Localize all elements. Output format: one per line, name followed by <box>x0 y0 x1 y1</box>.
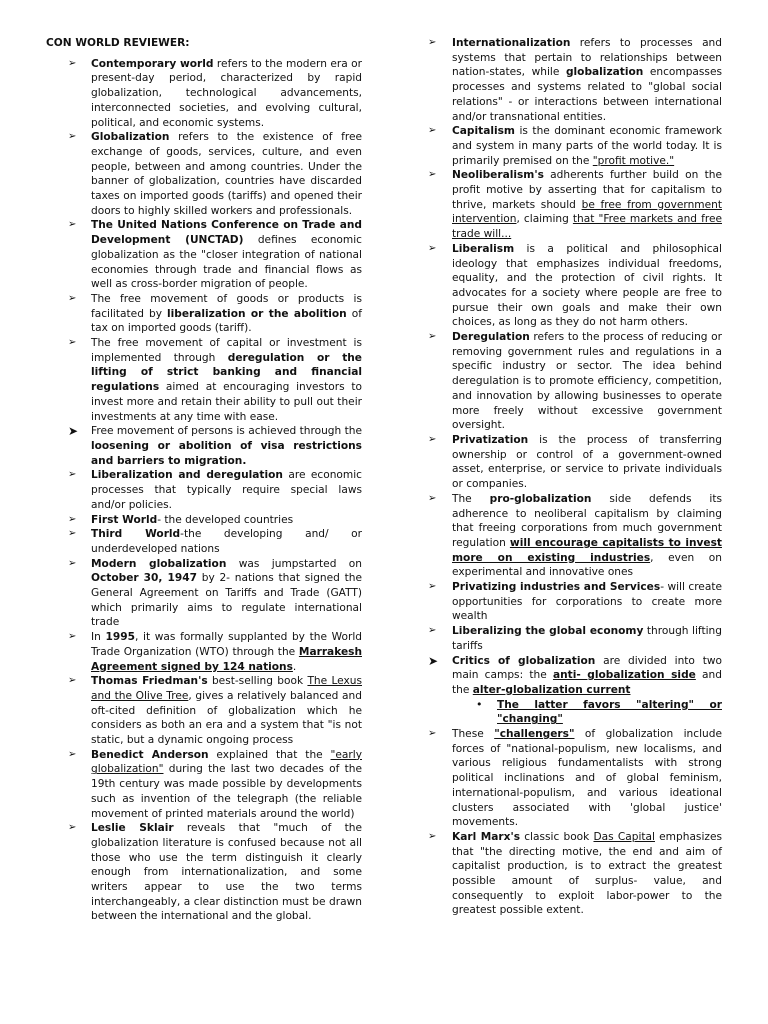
text: refers to processes and systems that pertain to relationships between nation-states, while <box>452 37 722 79</box>
bullet-text <box>452 655 722 696</box>
text: through lifting tariffs <box>452 625 722 652</box>
bullet-text <box>91 631 362 672</box>
bold-text: The United Nations Conference on Trade and Development (UNCTAD) <box>91 219 362 247</box>
text: Free movement of persons is achieved through the <box>91 425 362 438</box>
arrow-bullet-icon: ➢ <box>428 492 437 504</box>
underlined-text: "early globalization" <box>91 748 362 776</box>
text: - the developed countries <box>157 513 294 526</box>
right-bullet-item <box>426 830 722 918</box>
right-bullet-item <box>426 624 722 653</box>
bold-text: Globalization <box>91 131 170 144</box>
arrow-bullet-icon: ➢ <box>428 830 437 842</box>
text: , gives a relatively balanced and oft-cited definition of globalization which he considers as both an era and a system that "is not static, but a dynamic ongoing process <box>91 689 362 747</box>
underlined-text: that "Free markets and free trade will... <box>452 213 722 241</box>
bold-text: loosening or abolition of visa restrictions and barriers to migration. <box>91 439 362 467</box>
bullet-text <box>91 822 362 922</box>
bold-text: Leslie Sklair <box>91 822 174 835</box>
text: The <box>452 492 490 505</box>
bullet-text <box>91 425 362 466</box>
text: aimed at encouraging investors to invest more and retain their ability to pull out their investments at any time with ease. <box>91 381 362 423</box>
bullet-text <box>91 337 362 423</box>
left-bullet-item <box>46 336 362 424</box>
arrow-bullet-icon: ➤ <box>428 653 439 668</box>
text: refers to the process of reducing or removing government rules and regulations in a specific industry or sector. The idea behind deregulation is to promote efficiency, competition, and innovation by allowing businesses to operate more freely without excessive government oversight. <box>452 331 722 432</box>
arrow-bullet-icon: ➢ <box>68 513 77 525</box>
bold-text: Neoliberalism's <box>452 169 544 182</box>
arrow-bullet-icon: ➢ <box>428 331 437 343</box>
bold-underlined-text: The latter favors "altering" or "changing" <box>497 698 722 726</box>
text: during the last two decades of the 19th century was made possible by developments such as invention of the telegraph (the reliable movement of printed materials around the world) <box>91 763 362 820</box>
arrow-bullet-icon: ➢ <box>428 169 437 181</box>
text: encompasses processes and systems related to "global social relations" - or interactions between international and/or transnational entities. <box>452 66 722 123</box>
arrow-bullet-icon: ➢ <box>68 292 77 304</box>
text: The free movement of capital or investment is implemented through <box>91 337 362 364</box>
bullet-text <box>91 293 362 334</box>
left-bullet-item <box>46 424 362 468</box>
left-bullet-item <box>46 821 362 924</box>
text: side defends its adherence to neoliberal capitalism by claiming that freeing corporations from much government regulation <box>452 492 722 549</box>
arrow-bullet-icon: ➢ <box>68 337 77 349</box>
right-bullet-item <box>426 654 722 728</box>
bullet-text <box>452 728 722 828</box>
right-bullet-item <box>426 36 722 124</box>
text: emphasizes that "the directing motive, the end and aim of capitalist production, is to extract the greatest possible amount of surplus- value, and consequently to exploit labor-power to the greatest possible extent. <box>452 830 722 917</box>
right-bullet-item <box>426 433 722 492</box>
bold-text: First World <box>91 513 158 526</box>
bold-text: Third World <box>91 528 181 541</box>
underlined-text: be free from government intervention <box>452 198 723 226</box>
arrow-bullet-icon: ➢ <box>68 748 77 760</box>
bold-underlined-text: will encourage capitalists to invest more on existing industries <box>452 536 722 564</box>
right-bullet-item <box>426 580 722 624</box>
left-bullet-item <box>46 513 362 528</box>
arrow-bullet-icon: ➢ <box>68 822 77 834</box>
left-bullet-item <box>46 57 362 131</box>
text: and the <box>452 669 722 696</box>
sub-bullet-item <box>452 698 722 727</box>
underlined-text: "profit motive." <box>592 154 675 167</box>
bullet-text <box>91 131 362 217</box>
arrow-bullet-icon: ➢ <box>68 528 77 540</box>
underlined-text: Das Capital <box>593 830 655 843</box>
text: reveals that "much of the globalization literature is confused because not all those who use the term distinguish it clearly enough from internationalization, and some writers appear to use the two terms interchangeably, a clear distinction must be drawn between the international and the global. <box>91 822 362 923</box>
arrow-bullet-icon: ➤ <box>68 424 79 439</box>
text: In <box>91 631 106 644</box>
arrow-bullet-icon: ➢ <box>68 469 77 481</box>
text: , claiming <box>516 213 573 226</box>
left-bullet-item <box>46 468 362 512</box>
bullet-text <box>452 434 722 490</box>
text: refers to the existence of free exchange of goods, services, culture, and even people, between and among countries. Under the banner of globalization, countries have discarded taxes on imported goods (tariffs) and opened their doors to highly skilled workers and professionals. <box>91 131 362 217</box>
bold-text: Thomas Friedman's <box>91 675 208 688</box>
text: The free movement of goods or products is facilitated by <box>91 292 362 320</box>
right-bullet-item <box>426 727 722 830</box>
text: is the process of transferring ownership or control of a government-owned asset, enterprise, or service to private individuals or companies. <box>452 433 722 491</box>
bullet-text <box>452 493 722 579</box>
document-title: CON WORLD REVIEWER: <box>46 37 190 49</box>
bold-text: October 30, 1947 <box>91 572 197 585</box>
left-bullet-list <box>46 57 362 924</box>
text: best-selling book <box>207 675 308 688</box>
bold-underlined-text: Marrakesh Agreement signed by 124 nations <box>91 645 362 673</box>
bullet-text <box>452 625 722 652</box>
arrow-bullet-icon: ➢ <box>428 125 437 137</box>
bullet-text <box>91 558 362 629</box>
bold-underlined-text: "challengers" <box>494 728 575 741</box>
bullet-text <box>452 581 722 622</box>
bold-text: Karl Marx's <box>452 830 521 843</box>
underlined-text: The Lexus and the Olive Tree <box>91 675 362 702</box>
text: was jumpstarted on <box>226 557 362 570</box>
arrow-bullet-icon: ➢ <box>428 581 437 593</box>
bold-text: Deregulation <box>452 331 530 344</box>
arrow-bullet-icon: ➢ <box>428 242 437 254</box>
bold-underlined-text: alter-globalization current <box>472 683 631 696</box>
bold-underlined-text: anti- globalization side <box>552 669 696 682</box>
text: refers to the modern era or present-day period, characterized by rapid globalization, technological advancements, interconnected societies, and evolving cultural, political, and economic systems. <box>91 57 362 129</box>
left-bullet-item <box>46 218 362 292</box>
left-bullet-item <box>46 527 362 556</box>
bold-text: pro-globalization <box>489 492 592 505</box>
left-bullet-item <box>46 748 362 822</box>
dot-bullet-icon: • <box>476 697 483 711</box>
bold-text: Capitalism <box>452 125 515 138</box>
left-bullet-item <box>46 292 362 336</box>
text: classic book <box>520 830 594 843</box>
bold-text: Internationalization <box>452 37 571 49</box>
bold-text: Liberalization and deregulation <box>91 469 283 482</box>
bold-text: liberalization or the abolition <box>167 307 347 320</box>
arrow-bullet-icon: ➢ <box>68 631 77 643</box>
bold-text: deregulation or the lifting of strict banking and financial regulations <box>91 351 362 394</box>
bold-text: Critics of globalization <box>452 654 596 667</box>
bullet-text <box>91 58 362 129</box>
arrow-bullet-icon: ➢ <box>68 57 77 69</box>
bold-text: Modern globalization <box>91 557 227 570</box>
bold-text: globalization <box>565 66 644 79</box>
text: by 2- nations that signed the General Agreement on Tariffs and Trade (GATT) which primarily aims to regulate international trade <box>91 572 362 629</box>
bold-text: 1995 <box>105 631 135 644</box>
bold-text: Privatizing industries and Services <box>452 581 661 594</box>
right-bullet-item <box>426 492 722 580</box>
text: is the dominant economic framework and system in many parts of the world today. It is primarily premised on the <box>452 125 722 167</box>
bold-text: Benedict Anderson <box>91 748 209 761</box>
bullet-text <box>452 125 722 166</box>
bullet-text <box>91 675 362 746</box>
right-bullet-item <box>426 168 722 242</box>
bold-text: Contemporary world <box>91 57 214 70</box>
bullet-text <box>91 749 362 820</box>
right-column <box>426 36 722 918</box>
right-bullet-list <box>426 36 722 918</box>
text: are economic processes that typically require special laws and/or policies. <box>91 469 362 511</box>
left-bullet-item <box>46 557 362 631</box>
bullet-text <box>452 331 722 431</box>
right-bullet-item <box>426 242 722 330</box>
arrow-bullet-icon: ➢ <box>68 219 77 231</box>
text: , it was formally supplanted by the World Trade Organization (WTO) through the <box>91 631 362 658</box>
text: -the developing and/ or underdeveloped nations <box>91 528 362 555</box>
text: defines economic globalization as the "closer integration of national economies through trade and financial flows as well as cross-border migration of people. <box>91 234 362 291</box>
text: of tax on imported goods (tariff). <box>91 307 362 335</box>
sub-bullet-list <box>452 698 722 727</box>
text: explained that the <box>208 748 331 761</box>
arrow-bullet-icon: ➢ <box>428 625 437 637</box>
arrow-bullet-icon: ➢ <box>428 433 437 445</box>
bullet-text <box>452 831 722 917</box>
bullet-text <box>452 37 722 123</box>
text: - will create opportunities for corporations to create more wealth <box>452 581 722 623</box>
bold-text: Liberalizing the global economy <box>452 625 644 638</box>
left-bullet-item <box>46 674 362 748</box>
text: These <box>452 728 495 741</box>
text: , even on experimental and innovative ones <box>452 551 722 579</box>
bold-text: Liberalism <box>452 242 515 255</box>
text: adherents further build on the profit motive by asserting that for capitalism to thrive, markets should <box>452 169 722 211</box>
right-bullet-item <box>426 124 722 168</box>
text: of globalization include forces of "national-populism, new localisms, and various religious fundamentalists with strong political inclinations and of global feminism, international-populism, and various ideational clusters associated with 'global justice' movements. <box>452 728 722 829</box>
bullet-text <box>91 528 362 555</box>
left-column <box>46 36 362 924</box>
left-bullet-item <box>46 630 362 674</box>
text: . <box>292 660 297 673</box>
arrow-bullet-icon: ➢ <box>68 131 77 143</box>
arrow-bullet-icon: ➢ <box>68 557 77 569</box>
text: is a political and philosophical ideology that emphasizes individual freedoms, equality, and the protection of civil rights. It advocates for a society where people are free to pursue their own goals and make their own choices, as long as they do not harm others. <box>452 242 722 329</box>
bullet-text <box>91 219 362 290</box>
left-bullet-item <box>46 130 362 218</box>
bullet-text <box>452 169 722 240</box>
bullet-text <box>91 514 293 526</box>
arrow-bullet-icon: ➢ <box>428 37 437 48</box>
right-bullet-item <box>426 330 722 433</box>
arrow-bullet-icon: ➢ <box>428 728 437 740</box>
bullet-text <box>91 469 362 510</box>
bold-text: Privatization <box>452 433 529 446</box>
arrow-bullet-icon: ➢ <box>68 675 77 687</box>
text: are divided into two main camps: the <box>452 654 722 682</box>
bullet-text <box>452 243 722 329</box>
